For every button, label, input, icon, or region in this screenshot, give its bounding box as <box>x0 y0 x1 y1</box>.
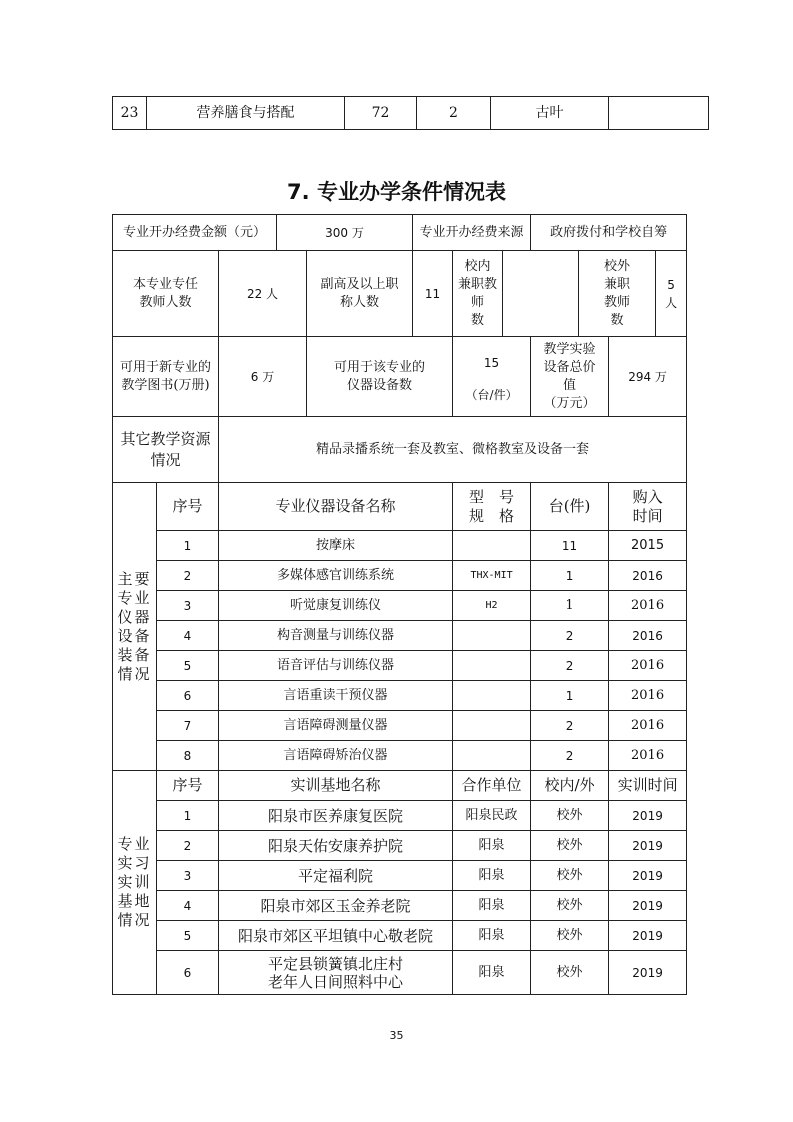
base-no: 5 <box>157 921 219 951</box>
base-location: 校外 <box>531 801 609 831</box>
equipment-qty: 2 <box>531 741 609 771</box>
external-part-time-label: 校外 兼职 教师 数 <box>579 251 656 337</box>
base-location: 校外 <box>531 921 609 951</box>
bases-header-partner: 合作单位 <box>453 771 531 801</box>
section-title: 7. 专业办学条件情况表 <box>287 180 506 204</box>
equipment-no: 5 <box>157 651 219 681</box>
row-no: 23 <box>113 97 147 130</box>
senior-title-value: 11 <box>413 251 453 337</box>
table-row <box>113 591 687 621</box>
books-label: 可用于新专业的 教学图书(万册) <box>113 337 219 417</box>
table-row <box>113 801 687 831</box>
base-partner: 阳泉 <box>453 921 531 951</box>
course-name: 营养膳食与搭配 <box>147 97 345 130</box>
internal-part-time-value <box>503 251 579 337</box>
funding-row <box>113 215 687 251</box>
course-teacher: 古叶 <box>491 97 609 130</box>
base-name: 平定县锁簧镇北庄村 老年人日间照料中心 <box>219 951 453 995</box>
equipment-no: 8 <box>157 741 219 771</box>
base-time: 2019 <box>609 951 687 995</box>
equipment-spec <box>453 681 531 711</box>
teacher-row <box>113 251 687 337</box>
base-location: 校外 <box>531 831 609 861</box>
base-location: 校外 <box>531 951 609 995</box>
bases-header-location: 校内/外 <box>531 771 609 801</box>
equipment-value-value: 294 万 <box>609 337 687 417</box>
equipment-section-label: 主要 专业 仪器 设备 装备 情况 <box>113 483 157 771</box>
course-extra <box>609 97 709 130</box>
table-row <box>113 891 687 921</box>
equipment-spec <box>453 531 531 561</box>
full-time-teachers-label: 本专业专任 教师人数 <box>113 251 219 337</box>
conditions-table <box>112 214 687 995</box>
equipment-name: 多媒体感官训练系统 <box>219 561 453 591</box>
table-row <box>113 921 687 951</box>
resources-row <box>113 337 687 417</box>
base-name: 阳泉市医养康复医院 <box>219 801 453 831</box>
equipment-name: 语音评估与训练仪器 <box>219 651 453 681</box>
base-name: 阳泉市郊区玉金养老院 <box>219 891 453 921</box>
devices-unit: （台/件） <box>465 387 518 402</box>
base-partner: 阳泉 <box>453 951 531 995</box>
base-partner: 阳泉民政 <box>453 801 531 831</box>
equipment-header-no: 序号 <box>157 483 219 531</box>
bases-header-name: 实训基地名称 <box>219 771 453 801</box>
base-no: 4 <box>157 891 219 921</box>
base-name: 平定福利院 <box>219 861 453 891</box>
equipment-spec <box>453 621 531 651</box>
equipment-spec <box>453 741 531 771</box>
funding-amount-value: 300 万 <box>277 215 413 251</box>
table-row <box>113 651 687 681</box>
table-row <box>113 861 687 891</box>
equipment-header-row <box>113 483 687 531</box>
equipment-qty: 1 <box>531 681 609 711</box>
equipment-no: 6 <box>157 681 219 711</box>
table-row <box>113 621 687 651</box>
funding-amount-label: 专业开办经费金额（元） <box>113 215 277 251</box>
base-time: 2019 <box>609 861 687 891</box>
table-row <box>113 531 687 561</box>
base-partner: 阳泉 <box>453 891 531 921</box>
course-credits: 2 <box>417 97 491 130</box>
table-row <box>113 97 709 130</box>
internal-part-time-label: 校内 兼职教师 数 <box>453 251 503 337</box>
equipment-name: 构音测量与训练仪器 <box>219 621 453 651</box>
funding-source-label: 专业开办经费来源 <box>413 215 531 251</box>
previous-table-row <box>112 96 709 130</box>
base-time: 2019 <box>609 801 687 831</box>
equipment-date: 2016 <box>609 561 687 591</box>
base-name: 阳泉天佑安康养护院 <box>219 831 453 861</box>
base-time: 2019 <box>609 921 687 951</box>
equipment-name: 言语重读干预仪器 <box>219 681 453 711</box>
equipment-name: 言语障碍测量仪器 <box>219 711 453 741</box>
devices-value-cell <box>453 337 531 417</box>
senior-title-label: 副高及以上职 称人数 <box>307 251 413 337</box>
equipment-qty: 2 <box>531 711 609 741</box>
equipment-no: 4 <box>157 621 219 651</box>
page-number: 35 <box>389 1029 404 1042</box>
table-row <box>113 951 687 995</box>
devices-label: 可用于该专业的 仪器设备数 <box>307 337 453 417</box>
full-time-teachers-value: 22 人 <box>219 251 307 337</box>
base-time: 2019 <box>609 831 687 861</box>
equipment-spec <box>453 711 531 741</box>
funding-source-value: 政府拨付和学校自筹 <box>531 215 687 251</box>
equipment-no: 2 <box>157 561 219 591</box>
equipment-spec: H2 <box>453 591 531 621</box>
other-resources-label: 其它教学资源 情况 <box>113 417 219 483</box>
other-resources-value: 精品录播系统一套及教室、微格教室及设备一套 <box>219 417 687 483</box>
base-partner: 阳泉 <box>453 831 531 861</box>
equipment-no: 7 <box>157 711 219 741</box>
other-resources-row <box>113 417 687 483</box>
course-hours: 72 <box>345 97 417 130</box>
table-row <box>113 681 687 711</box>
base-no: 3 <box>157 861 219 891</box>
equipment-name: 按摩床 <box>219 531 453 561</box>
base-no: 6 <box>157 951 219 995</box>
equipment-date: 2016 <box>609 681 687 711</box>
equipment-spec <box>453 651 531 681</box>
equipment-header-date: 购入 时间 <box>609 483 687 531</box>
equipment-spec: THX-MIT <box>453 561 531 591</box>
bases-header-no: 序号 <box>157 771 219 801</box>
equipment-no: 1 <box>157 531 219 561</box>
table-row <box>113 741 687 771</box>
base-location: 校外 <box>531 891 609 921</box>
equipment-date: 2015 <box>609 531 687 561</box>
bases-header-row <box>113 771 687 801</box>
equipment-header-name: 专业仪器设备名称 <box>219 483 453 531</box>
equipment-qty: 11 <box>531 531 609 561</box>
base-location: 校外 <box>531 861 609 891</box>
equipment-value-label: 教学实验 设备总价 值 （万元） <box>531 337 609 417</box>
base-no: 2 <box>157 831 219 861</box>
equipment-date: 2016 <box>609 591 687 621</box>
books-value: 6 万 <box>219 337 307 417</box>
equipment-date: 2016 <box>609 741 687 771</box>
table-row <box>113 561 687 591</box>
devices-value: 15 <box>483 355 500 370</box>
base-no: 1 <box>157 801 219 831</box>
external-part-time-value: 5 人 <box>656 251 687 337</box>
equipment-qty: 1 <box>531 561 609 591</box>
equipment-header-qty: 台(件) <box>531 483 609 531</box>
equipment-qty: 2 <box>531 621 609 651</box>
base-name: 阳泉市郊区平坦镇中心敬老院 <box>219 921 453 951</box>
equipment-name: 言语障碍矫治仪器 <box>219 741 453 771</box>
equipment-name: 听觉康复训练仪 <box>219 591 453 621</box>
equipment-date: 2016 <box>609 621 687 651</box>
base-partner: 阳泉 <box>453 861 531 891</box>
equipment-date: 2016 <box>609 651 687 681</box>
equipment-date: 2016 <box>609 711 687 741</box>
equipment-no: 3 <box>157 591 219 621</box>
base-time: 2019 <box>609 891 687 921</box>
equipment-qty: 1 <box>531 591 609 621</box>
bases-header-time: 实训时间 <box>609 771 687 801</box>
table-row <box>113 711 687 741</box>
table-row <box>113 831 687 861</box>
bases-section-label: 专业 实习 实训 基地 情况 <box>113 771 157 995</box>
equipment-qty: 2 <box>531 651 609 681</box>
equipment-header-spec: 型 号 规 格 <box>453 483 531 531</box>
